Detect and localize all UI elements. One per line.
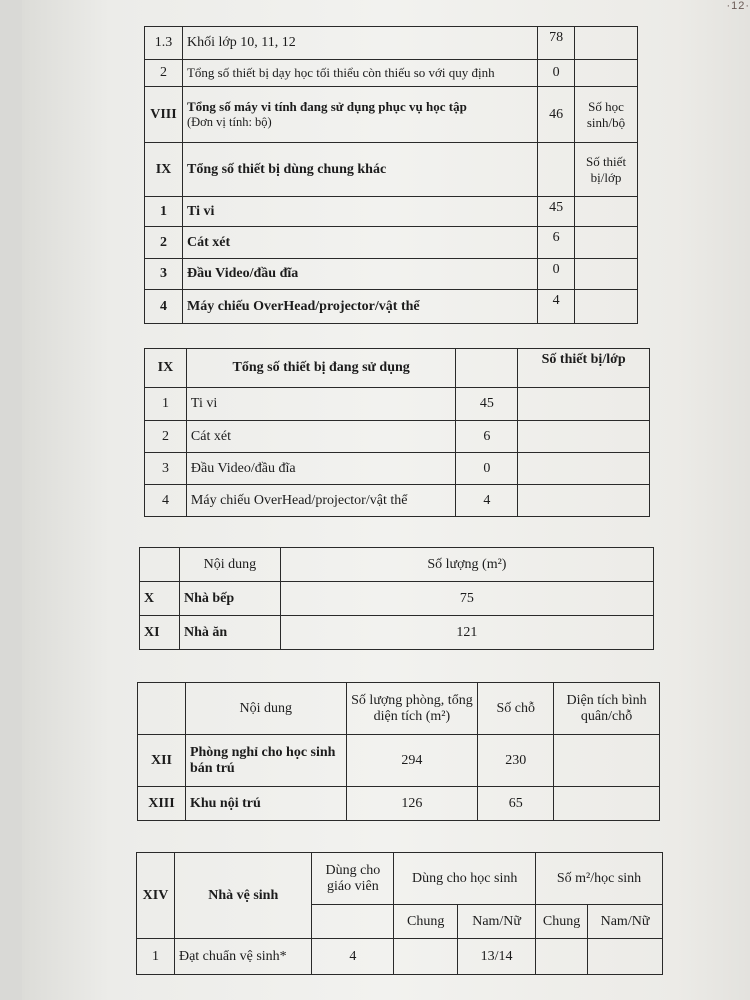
table-row xyxy=(138,735,660,787)
table-row xyxy=(137,939,663,975)
row-unit xyxy=(575,60,638,87)
row-value: 0 xyxy=(538,60,575,87)
equipment-table xyxy=(144,26,638,324)
header-rooms: Số lượng phòng, tổng diện tích (m²) xyxy=(346,683,478,735)
table-row xyxy=(145,27,638,60)
row-number: 3 xyxy=(145,453,187,485)
subheader-common: Chung xyxy=(394,905,458,939)
row-number: XIII xyxy=(138,787,186,821)
corner-mark: ·12· xyxy=(726,0,750,12)
row-number: 1 xyxy=(137,939,175,975)
row-unit xyxy=(518,388,650,421)
header-average: Diện tích bình quân/chỗ xyxy=(554,683,660,735)
header-unit: Số thiết bị/lớp xyxy=(518,349,650,388)
row-value: 46 xyxy=(538,87,575,143)
table-header-row xyxy=(145,349,650,388)
row-number: 1 xyxy=(145,388,187,421)
table-row xyxy=(145,197,638,227)
row-students-male-female: 13/14 xyxy=(458,939,536,975)
row-unit: Số học sinh/bộ xyxy=(575,87,638,143)
row-value: 6 xyxy=(456,421,518,453)
table-row xyxy=(145,485,650,517)
header-label: Nhà vệ sinh xyxy=(174,853,312,939)
row-label: Nhà bếp xyxy=(179,582,280,616)
row-label-cell xyxy=(182,87,537,143)
row-label: Phòng nghỉ cho học sinh bán trú xyxy=(185,735,346,787)
table-row xyxy=(145,290,638,324)
table-row xyxy=(145,388,650,421)
subheader-common: Chung xyxy=(536,905,588,939)
row-label: Máy chiếu OverHead/projector/vật thể xyxy=(182,290,537,324)
table-row xyxy=(140,616,654,650)
row-unit xyxy=(518,485,650,517)
row-label: Đầu Video/đầu đĩa xyxy=(182,259,537,290)
row-number: 1.3 xyxy=(145,27,183,60)
row-label: Cát xét xyxy=(182,227,537,259)
row-label: Nhà ăn xyxy=(179,616,280,650)
row-teachers: 4 xyxy=(312,939,394,975)
header-label: Tổng số thiết bị đang sử dụng xyxy=(186,349,456,388)
table-header-row xyxy=(137,853,663,905)
row-number: 4 xyxy=(145,290,183,324)
table-row xyxy=(138,787,660,821)
table-header-row xyxy=(138,683,660,735)
table-row xyxy=(145,421,650,453)
row-value: 45 xyxy=(456,388,518,421)
row-number: VIII xyxy=(145,87,183,143)
row-unit xyxy=(575,27,638,60)
row-value: 4 xyxy=(538,290,575,324)
row-label: Đầu Video/đầu đĩa xyxy=(186,453,456,485)
row-unit xyxy=(518,453,650,485)
subheader-male-female: Nam/Nữ xyxy=(458,905,536,939)
table-row xyxy=(145,60,638,87)
kitchen-dining-table xyxy=(139,547,654,650)
row-rooms: 294 xyxy=(346,735,478,787)
row-number: 1 xyxy=(145,197,183,227)
row-unit xyxy=(575,259,638,290)
row-number: 2 xyxy=(145,60,183,87)
row-seats: 230 xyxy=(478,735,554,787)
table-row xyxy=(145,87,638,143)
row-unit: Số thiết bị/lớp xyxy=(575,143,638,197)
subheader-teachers xyxy=(312,905,394,939)
dormitory-table xyxy=(137,682,660,821)
row-label: Khối lớp 10, 11, 12 xyxy=(182,27,537,60)
header-content: Nội dung xyxy=(179,548,280,582)
row-value: 0 xyxy=(538,259,575,290)
row-label: Cát xét xyxy=(186,421,456,453)
header-content: Nội dung xyxy=(185,683,346,735)
row-average xyxy=(554,735,660,787)
header-per-student: Số m²/học sinh xyxy=(536,853,663,905)
row-value xyxy=(538,143,575,197)
row-unit xyxy=(518,421,650,453)
table-row xyxy=(145,227,638,259)
row-number: 2 xyxy=(145,421,187,453)
row-value: 45 xyxy=(538,197,575,227)
row-unit xyxy=(575,290,638,324)
row-number: XI xyxy=(140,616,180,650)
row-label: Ti vi xyxy=(186,388,456,421)
row-seats: 65 xyxy=(478,787,554,821)
row-number: 4 xyxy=(145,485,187,517)
header-number xyxy=(140,548,180,582)
row-note: (Đơn vị tính: bộ) xyxy=(186,115,272,129)
equipment-in-use-table xyxy=(144,348,650,517)
row-per-student-male-female xyxy=(588,939,663,975)
table-row xyxy=(145,143,638,197)
row-unit xyxy=(575,227,638,259)
row-label: Ti vi xyxy=(182,197,537,227)
row-label: Tổng số máy vi tính đang sử dụng phục vụ học tập xyxy=(186,99,467,114)
row-value: 75 xyxy=(280,582,653,616)
row-value: 78 xyxy=(538,27,575,60)
header-number xyxy=(138,683,186,735)
table-row xyxy=(145,453,650,485)
header-teachers: Dùng cho giáo viên xyxy=(312,853,394,905)
row-label: Máy chiếu OverHead/projector/vật thể xyxy=(186,485,456,517)
table-row xyxy=(140,582,654,616)
row-value: 0 xyxy=(456,453,518,485)
row-value: 6 xyxy=(538,227,575,259)
row-value: 4 xyxy=(456,485,518,517)
table-row xyxy=(145,259,638,290)
row-value: 121 xyxy=(280,616,653,650)
header-seats: Số chỗ xyxy=(478,683,554,735)
header-number: XIV xyxy=(137,853,175,939)
table-header-row xyxy=(140,548,654,582)
header-students: Dùng cho học sinh xyxy=(394,853,536,905)
header-value xyxy=(456,349,518,388)
row-number: IX xyxy=(145,143,183,197)
row-label: Tổng số thiết bị dùng chung khác xyxy=(182,143,537,197)
row-unit xyxy=(575,197,638,227)
header-quantity: Số lượng (m²) xyxy=(280,548,653,582)
header-number: IX xyxy=(145,349,187,388)
row-label: Đạt chuẩn vệ sinh* xyxy=(174,939,312,975)
row-average xyxy=(554,787,660,821)
row-students-common xyxy=(394,939,458,975)
row-number: XII xyxy=(138,735,186,787)
row-label: Tổng số thiết bị dạy học tối thiểu còn thiếu so với quy định xyxy=(182,60,537,87)
row-rooms: 126 xyxy=(346,787,478,821)
row-number: 2 xyxy=(145,227,183,259)
row-label: Khu nội trú xyxy=(185,787,346,821)
subheader-male-female: Nam/Nữ xyxy=(588,905,663,939)
row-number: 3 xyxy=(145,259,183,290)
row-per-student-common xyxy=(536,939,588,975)
row-number: X xyxy=(140,582,180,616)
toilet-table xyxy=(136,852,663,975)
